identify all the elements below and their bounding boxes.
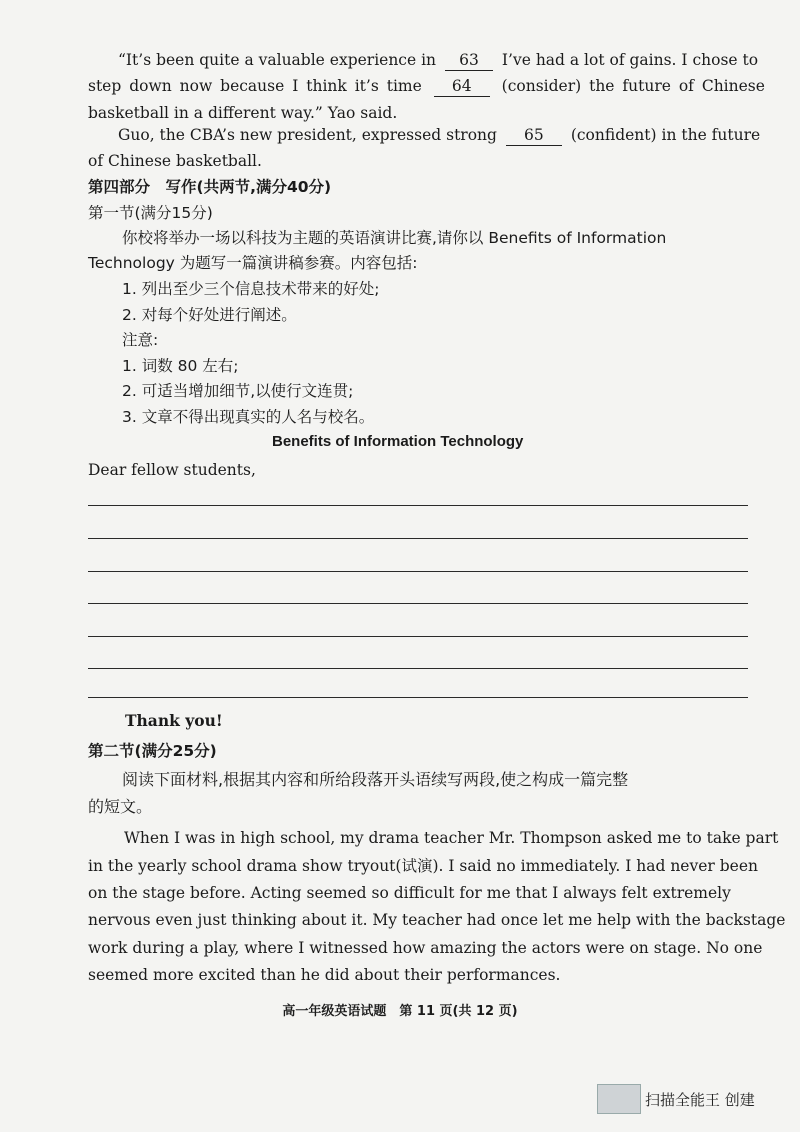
section1-instruction-1: 你校将举办一场以科技为主题的英语演讲比赛,请你以 Benefits of Information — [122, 229, 667, 247]
passage-line-3: basketball in a different way.” Yao said. — [88, 104, 398, 122]
story-line-1: When I was in high school, my drama teacher Mr. Thompson asked me to take part — [124, 829, 779, 847]
passage-line-2: step down now because I think it’s time 64 (consider) the future of Chinese — [88, 77, 765, 95]
writing-line[interactable] — [88, 571, 748, 572]
writing-line[interactable] — [88, 505, 748, 506]
page-footer: 高一年级英语试题 第 11 页(共 12 页) — [282, 1004, 518, 1019]
blank-65: 65 — [506, 125, 562, 146]
section2-heading: 第二节(满分25分) — [88, 742, 217, 760]
passage-line-5: of Chinese basketball. — [88, 152, 262, 170]
section2-instruction-1: 阅读下面材料,根据其内容和所给段落开头语续写两段,使之构成一篇完整 — [122, 770, 629, 789]
note-1: 1. 词数 80 左右; — [122, 357, 239, 375]
salutation: Dear fellow students, — [88, 461, 256, 479]
story-line-3: on the stage before. Acting seemed so difficult for me that I always felt extremely — [88, 884, 731, 902]
requirement-2: 2. 对每个好处进行阐述。 — [122, 306, 297, 324]
writing-line[interactable] — [88, 636, 748, 637]
blank-63: 63 — [445, 50, 493, 71]
writing-line[interactable] — [88, 538, 748, 539]
part4-heading: 第四部分 写作(共两节,满分40分) — [88, 178, 332, 196]
essay-title: Benefits of Information Technology — [272, 433, 524, 450]
requirement-1: 1. 列出至少三个信息技术带来的好处; — [122, 280, 380, 298]
scanner-logo-icon — [597, 1084, 641, 1114]
writing-line[interactable] — [88, 697, 748, 698]
scanner-watermark: 扫描全能王 创建 — [645, 1091, 755, 1109]
story-line-5: work during a play, where I witnessed how amazing the actors were on stage. No one — [88, 939, 763, 957]
writing-line[interactable] — [88, 668, 748, 669]
writing-line[interactable] — [88, 603, 748, 604]
story-line-6: seemed more excited than he did about their performances. — [88, 966, 561, 984]
note-2: 2. 可适当增加细节,以使行文连贯; — [122, 382, 354, 400]
blank-64: 64 — [434, 76, 490, 97]
closing: Thank you! — [125, 711, 223, 730]
passage-line-1: “It’s been quite a valuable experience in 63 I’ve had a lot of gains. I chose to — [118, 51, 759, 69]
section2-instruction-2: 的短文。 — [88, 797, 153, 816]
passage-line-4: Guo, the CBA’s new president, expressed strong 65 (confident) in the future — [118, 126, 761, 144]
story-line-4: nervous even just thinking about it. My teacher had once let me help with the backstage — [88, 911, 786, 929]
section1-instruction-2: Technology 为题写一篇演讲稿参赛。内容包括: — [88, 254, 418, 272]
section1-heading: 第一节(满分15分) — [88, 204, 213, 222]
note-heading: 注意: — [122, 331, 159, 349]
story-line-2: in the yearly school drama show tryout(试演). I said no immediately. I had never been — [88, 857, 758, 875]
note-3: 3. 文章不得出现真实的人名与校名。 — [122, 408, 375, 426]
